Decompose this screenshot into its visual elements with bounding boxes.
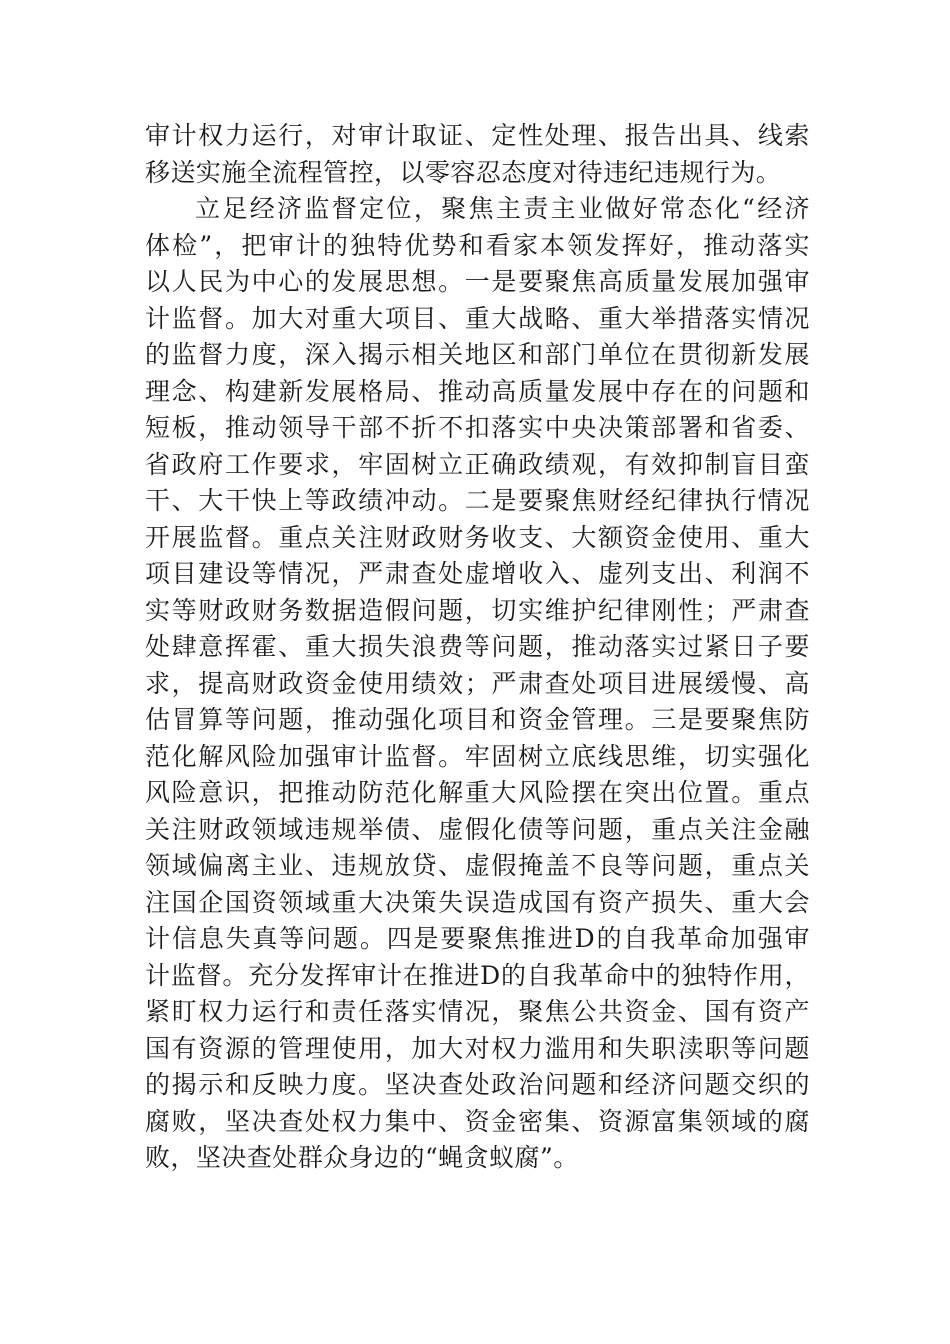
- text-line: 败，坚决查处群众身边的“蝇贪蚁腐”。: [145, 1143, 579, 1172]
- text-line: 实等财政财务数据造假问题，切实维护纪律刚性；严肃查: [145, 595, 810, 625]
- text-line: 理念、构建新发展格局、推动高质量发展中存在的问题和: [145, 376, 810, 406]
- text-line: 移送实施全流程管控，以零容忍态度对待违纪违规行为。: [145, 157, 782, 187]
- text-line: 计监督。加大对重大项目、重大战略、重大举措落实情况: [145, 303, 810, 333]
- text-line: 注国企国资领域重大决策失误造成国有资产损失、重大会: [145, 887, 810, 917]
- text-line: 短板，推动领导干部不折不扣落实中央决策部署和省委、: [145, 413, 810, 442]
- text-line: 干、大干快上等政绩冲动。二是要聚焦财经纪律执行情况: [145, 486, 810, 515]
- text-line: 国有资源的管理使用，加大对权力滥用和失职渎职等问题: [145, 1033, 810, 1063]
- text-line: 计监督。充分发挥审计在推进D的自我革命中的独特作用，: [145, 960, 810, 990]
- text-line: 立足经济监督定位，聚焦主责主业做好常态化“经济: [195, 194, 810, 223]
- document-page: [145, 118, 810, 1177]
- text-line: 计信息失真等问题。四是要聚焦推进D的自我革命加强审: [145, 924, 810, 953]
- text-line: 范化解风险加强审计监督。牢固树立底线思维，切实强化: [145, 741, 810, 771]
- text-line: 风险意识，把推动防范化解重大风险摆在突出位置。重点: [145, 778, 810, 807]
- paragraph-1: [145, 118, 810, 191]
- text-line: 求，提高财政资金使用绩效；严肃查处项目进展缓慢、高: [145, 668, 810, 698]
- text-line: 紧盯权力运行和责任落实情况，聚焦公共资金、国有资产: [145, 997, 810, 1026]
- text-line: 关注财政领域违规举债、虚假化债等问题，重点关注金融: [145, 814, 810, 844]
- text-line: 处肆意挥霍、重大损失浪费等问题，推动落实过紧日子要: [145, 632, 810, 661]
- text-line: 腐败，坚决查处权力集中、资金密集、资源富集领域的腐: [145, 1106, 810, 1136]
- text-line: 的揭示和反映力度。坚决查处政治问题和经济问题交织的: [145, 1070, 810, 1099]
- text-line: 估冒算等问题，推动强化项目和资金管理。三是要聚焦防: [145, 705, 810, 734]
- text-line: 以人民为中心的发展思想。一是要聚焦高质量发展加强审: [145, 267, 810, 296]
- text-line: 开展监督。重点关注财政财务收支、大额资金使用、重大: [145, 522, 810, 552]
- text-line: 的监督力度，深入揭示相关地区和部门单位在贯彻新发展: [145, 340, 810, 369]
- text-line: 项目建设等情况，严肃查处虚增收入、虚列支出、利润不: [145, 559, 810, 588]
- paragraph-2: [145, 191, 810, 1177]
- text-line: 省政府工作要求，牢固树立正确政绩观，有效抑制盲目蛮: [145, 449, 810, 479]
- text-line: 审计权力运行，对审计取证、定性处理、报告出具、线索: [145, 121, 810, 150]
- text-line: 领域偏离主业、违规放贷、虚假掩盖不良等问题，重点关: [145, 851, 810, 880]
- text-line: 体检”，把审计的独特优势和看家本领发挥好，推动落实: [145, 230, 810, 260]
